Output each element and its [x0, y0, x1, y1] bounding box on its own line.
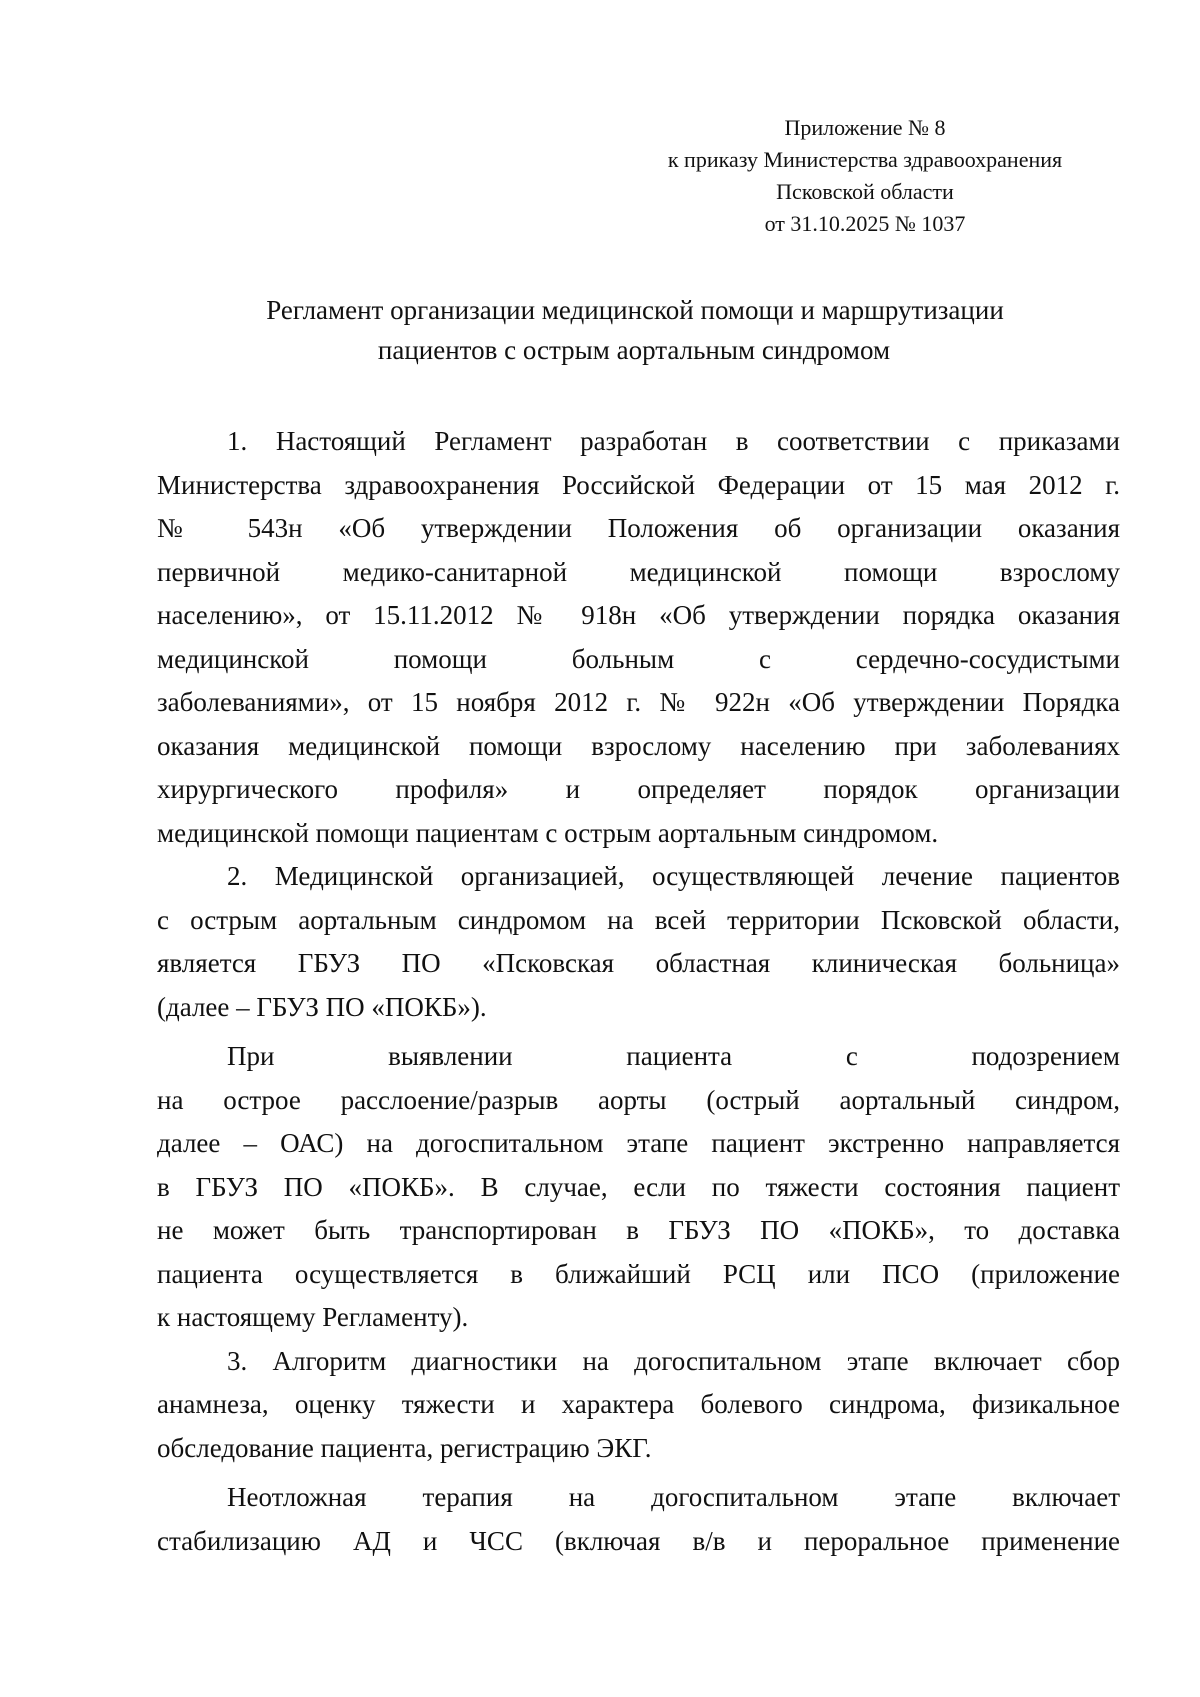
- document-title: [150, 290, 1120, 370]
- paragraph-line: 1. Настоящий Регламент разработан в соответствии с приказами: [227, 426, 1120, 456]
- paragraph-line: хирургического профиля» и определяет порядок организации: [157, 774, 1120, 804]
- title-line-2: пациентов с острым аортальным синдромом: [377, 335, 891, 365]
- paragraph-line: Неотложная терапия на догоспитальном этапе включает: [227, 1482, 1120, 1512]
- paragraph-line: к настоящему Регламенту).: [157, 1302, 469, 1332]
- paragraph-5: [157, 1476, 1120, 1563]
- paragraph-line: № 543н «Об утверждении Положения об организации оказания: [157, 513, 1120, 543]
- appendix-order-ref: к приказу Министерства здравоохранения: [667, 147, 1063, 172]
- paragraph-line: стабилизацию АД и ЧСС (включая в/в и пероральное применение: [157, 1525, 1120, 1556]
- paragraph-4: [157, 1340, 1120, 1471]
- paragraph-line: с острым аортальным синдромом на всей территории Псковской области,: [157, 904, 1120, 935]
- paragraph-line: первичной медико-санитарной медицинской помощи взрослому: [157, 556, 1120, 587]
- paragraph-line: медицинской помощи пациентам с острым аортальным синдромом.: [157, 817, 939, 848]
- title-line-1: Регламент организации медицинской помощи и маршрутизации: [266, 295, 1004, 325]
- document-body: [157, 420, 1120, 1563]
- appendix-header: [610, 112, 1120, 240]
- paragraph-1: [157, 420, 1120, 855]
- paragraph-line: Министерства здравоохранения Российской Федерации от 15 мая 2012 г.: [157, 469, 1120, 500]
- paragraph-line: не может быть транспортирован в ГБУЗ ПО «ПОКБ», то доставка: [157, 1215, 1120, 1245]
- paragraph-line: на острое расслоение/разрыв аорты (острый аортальный синдром,: [157, 1084, 1120, 1115]
- paragraph-line: (далее – ГБУЗ ПО «ПОКБ»).: [157, 991, 487, 1022]
- paragraph-line: 2. Медицинской организацией, осуществляющей лечение пациентов: [227, 861, 1120, 891]
- paragraph-line: пациента осуществляется в ближайший РСЦ или ПСО (приложение: [157, 1258, 1120, 1289]
- paragraph-line: анамнеза, оценку тяжести и характера болевого синдрома, физикальное: [157, 1389, 1120, 1419]
- paragraph-3: [157, 1035, 1120, 1340]
- paragraph-line: оказания медицинской помощи взрослому населению при заболеваниях: [157, 730, 1120, 761]
- appendix-region: Псковской области: [776, 179, 954, 204]
- paragraph-line: медицинской помощи больным с сердечно-сосудистыми: [157, 643, 1120, 674]
- paragraph-line: является ГБУЗ ПО «Псковская областная клиническая больница»: [157, 948, 1120, 978]
- paragraph-line: далее – ОАС) на догоспитальном этапе пациент экстренно направляется: [157, 1128, 1120, 1158]
- paragraph-line: населению», от 15.11.2012 № 918н «Об утверждении порядка оказания: [157, 600, 1120, 630]
- paragraph-line: 3. Алгоритм диагностики на догоспитальном этапе включает сбор: [227, 1345, 1120, 1376]
- paragraph-line: в ГБУЗ ПО «ПОКБ». В случае, если по тяжести состояния пациент: [157, 1171, 1120, 1202]
- paragraph-2: [157, 855, 1120, 1029]
- appendix-date-number: от 31.10.2025 № 1037: [764, 211, 966, 236]
- paragraph-line: обследование пациента, регистрацию ЭКГ.: [157, 1432, 652, 1463]
- paragraph-line: При выявлении пациента с подозрением: [227, 1041, 1120, 1071]
- appendix-number: Приложение № 8: [784, 115, 946, 140]
- paragraph-line: заболеваниями», от 15 ноября 2012 г. № 922н «Об утверждении Порядка: [157, 687, 1120, 717]
